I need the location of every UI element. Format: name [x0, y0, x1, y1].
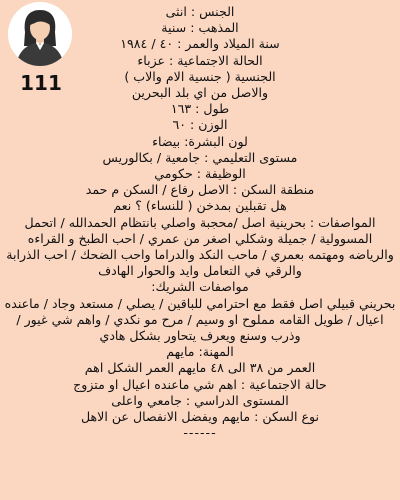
partner-education-line: المستوى الدراسي : جامعي واعلى — [111, 392, 289, 408]
residence-line: منطقة السكن : الاصل رفاع / السكن م حمد — [85, 182, 315, 198]
origin-line: والاصل من اي بلد البحرين — [131, 85, 269, 101]
partner-heading: مواصفات الشريك: — [151, 279, 249, 295]
partner-paragraph: بحريني قبيلي اصل فقط مع احترامي للباقين / يصلي / مستعد وجاد / ماعنده اعيال / طويل القامه مملوح او وسيم / مرح مو نكدي / واهم شي غيور / وذرب وسنع ويعرف يتحاور بشكل هادي — [4, 295, 396, 344]
descriptions-paragraph: المواصفات : بحرينية اصل /محجبة واصلي بانتظام الحمدالله / اتحمل المسوولية / جميلة وشكلي اصغر من عمري / احب الطبخ و القراءه والرياضه ومهتمه بعمري / ماحب النكد والدراما واحب الضحك / احب الذرابة والرقي في التعامل وايد والحوار الهادف — [6, 214, 394, 279]
marital-status-line: الحالة الاجتماعية : عزباء — [137, 52, 263, 68]
profile-details — [4, 4, 396, 441]
partner-profession-line: المهنة: مايهم — [166, 344, 234, 360]
partner-housing-line: نوع السكن : مايهم ويفضل الانفصال عن الاهل — [80, 409, 320, 425]
partner-age-line: العمر من ٣٨ الى ٤٨ مايهم العمر الشكل اهم — [84, 360, 316, 376]
gender-line: الجنس : انثى — [165, 4, 235, 19]
education-line: مستوى التعليمي : جامعية / بكالوريس — [102, 149, 298, 165]
birth-year-age-line: سنة الميلاد والعمر : ٤٠ / ١٩٨٤ — [120, 36, 280, 52]
footer-dashes: ------ — [183, 425, 217, 441]
smoker-acceptance-line: هل تقبلين بمدخن ( للنساء) ؟ نعم — [113, 198, 287, 214]
sect-line: المذهب : سنية — [161, 20, 239, 36]
height-line: طول : ١٦٣ — [170, 101, 230, 117]
nationality-line: الجنسية ( جنسية الام والاب ) — [124, 68, 276, 84]
partner-marital-line: حالة الاجتماعية : اهم شي ماعنده اعيال او متزوج — [73, 376, 327, 392]
job-line: الوظيفة : حكومي — [154, 166, 246, 182]
skin-color-line: لون البشرة: بيضاء — [152, 133, 248, 149]
profile-id-number: 111 — [20, 71, 62, 95]
weight-line: الوزن : ٦٠ — [172, 117, 228, 133]
